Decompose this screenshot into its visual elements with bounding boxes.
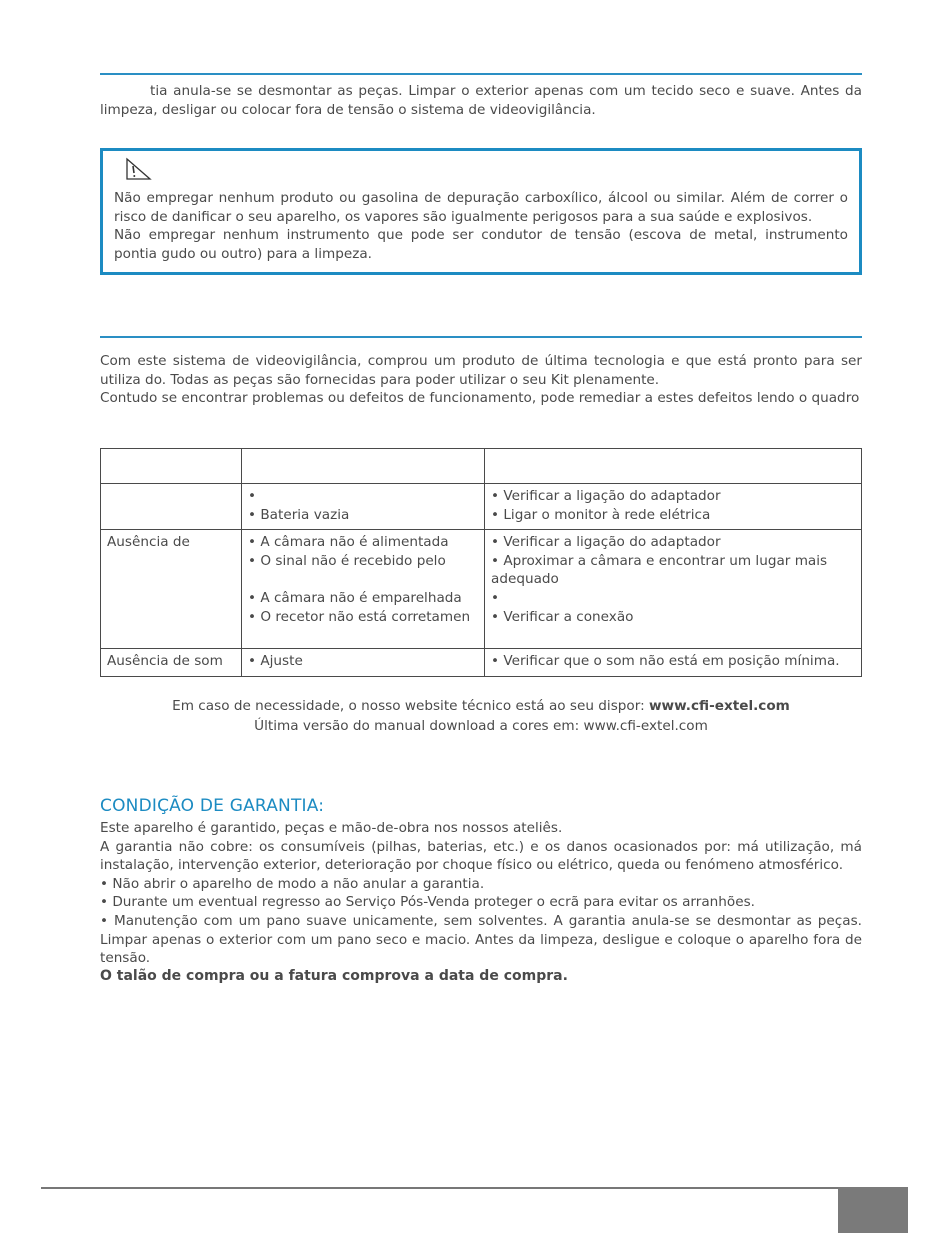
troubleshooting-table xyxy=(100,448,862,677)
cause-cell xyxy=(242,649,485,677)
table-row xyxy=(101,649,862,677)
solution-line: • Aproximar a câmara e encontrar um lugar mais adequado xyxy=(491,552,828,588)
header-cell-cause xyxy=(242,449,485,484)
support-info xyxy=(100,697,862,736)
guarantee-p4: • Durante um eventual regresso ao Serviço Pós-Venda proteger o ecrã para evitar os arranhões. xyxy=(100,894,755,911)
problem-cell: Ausência de som xyxy=(101,649,242,677)
receipt-note: O talão de compra ou a fatura comprova a data de compra. xyxy=(100,968,568,984)
cause-line: • xyxy=(248,488,257,504)
section-rule xyxy=(100,336,862,338)
warning-line-2: Não empregar nenhum instrumento que pode ser condutor de tensão (escova de metal, instrumento pontia gudo ou outro) para a limpeza. xyxy=(114,227,848,262)
warning-box xyxy=(100,148,862,275)
top-rule xyxy=(100,73,862,75)
cause-cell xyxy=(242,484,485,530)
cause-line: • O recetor não está corretamen xyxy=(248,608,471,625)
table-row xyxy=(101,530,862,649)
support-line-2: Última versão do manual download a cores em: www.cfi-extel.com xyxy=(254,717,708,734)
page-number-box xyxy=(838,1187,908,1233)
support-text: Em caso de necessidade, o nosso website técnico está ao seu dispor: xyxy=(172,698,649,714)
guarantee-title: CONDIÇÃO DE GARANTIA: xyxy=(100,796,325,816)
solution-cell xyxy=(485,530,862,649)
warning-text xyxy=(114,189,848,263)
solution-cell xyxy=(485,484,862,530)
guarantee-p5: • Manutenção com um pano suave unicamente, sem solventes. A garantia anula-se se desmontar as peças. Limpar apenas o exterior com um pano seco e macio. Antes da limpeza, desligue e coloque o aparelho fora de tensão. xyxy=(100,912,862,967)
troubleshooting-intro-line-2: Contudo se encontrar problemas ou defeitos de funcionamento, pode remediar a estes defeitos lendo o quadro xyxy=(100,390,860,407)
warning-triangle-icon xyxy=(125,157,153,181)
solution-line: • Verificar a ligação do adaptador xyxy=(491,534,721,551)
cause-cell xyxy=(242,530,485,649)
solution-line: • Ligar o monitor à rede elétrica xyxy=(491,506,711,523)
warning-line-1: Não empregar nenhum produto ou gasolina de depuração carboxílico, álcool ou similar. Além de correr o risco de danificar o seu aparelho, os vapores são igualmente perigosos para a sua saúde e explosivos. xyxy=(114,190,848,225)
intro-paragraph xyxy=(100,82,862,119)
guarantee-p1: Este aparelho é garantido, peças e mão-de-obra nos nossos ateliês. xyxy=(100,820,563,836)
cause-line: • Bateria vazia xyxy=(248,506,350,523)
cause-line: • Ajuste xyxy=(248,653,303,670)
table-header-row xyxy=(101,449,862,484)
solution-line: • Verificar que o som não está em posição mínima. xyxy=(491,653,840,670)
solution-line: • Verificar a ligação do adaptador xyxy=(491,488,721,504)
cause-line: • A câmara não é emparelhada xyxy=(248,589,462,606)
footer-rule xyxy=(41,1187,838,1189)
solution-cell xyxy=(485,649,862,677)
support-website-link[interactable]: www.cfi-extel.com xyxy=(649,698,790,714)
intro-text: tia anula-se se desmontar as peças. Limpar o exterior apenas com um tecido seco e suave. Antes da limpeza, desligar ou colocar fora de tensão o sistema de videovigilância. xyxy=(100,83,862,118)
problem-cell: Ausência de xyxy=(101,530,242,649)
problem-cell xyxy=(101,484,242,530)
support-line-1 xyxy=(100,697,862,717)
cause-line: • A câmara não é alimentada xyxy=(248,534,449,551)
guarantee-p3: • Não abrir o aparelho de modo a não anular a garantia. xyxy=(100,875,485,892)
solution-line: • Verificar a conexão xyxy=(491,608,634,625)
table-row xyxy=(101,484,862,530)
cause-line xyxy=(248,570,478,589)
cause-line: • O sinal não é recebido pelo xyxy=(248,552,446,569)
guarantee-p2: A garantia não cobre: os consumíveis (pilhas, baterias, etc.) e os danos ocasionados por: má utilização, má instalação, intervenção exterior, deterioração por choque físico ou elétrico, queda ou fenómeno atmosférico. xyxy=(100,838,862,874)
troubleshooting-intro-line-1: Com este sistema de videovigilância, comprou um produto de última tecnologia e que está pronto para ser utiliza do. Todas as peças são fornecidas para poder utilizar o seu Kit plenamente. xyxy=(100,353,862,388)
header-cell-problem xyxy=(101,449,242,484)
troubleshooting-intro xyxy=(100,352,862,408)
solution-line: • xyxy=(491,589,500,606)
guarantee-body xyxy=(100,819,862,968)
header-cell-solution xyxy=(485,449,862,484)
